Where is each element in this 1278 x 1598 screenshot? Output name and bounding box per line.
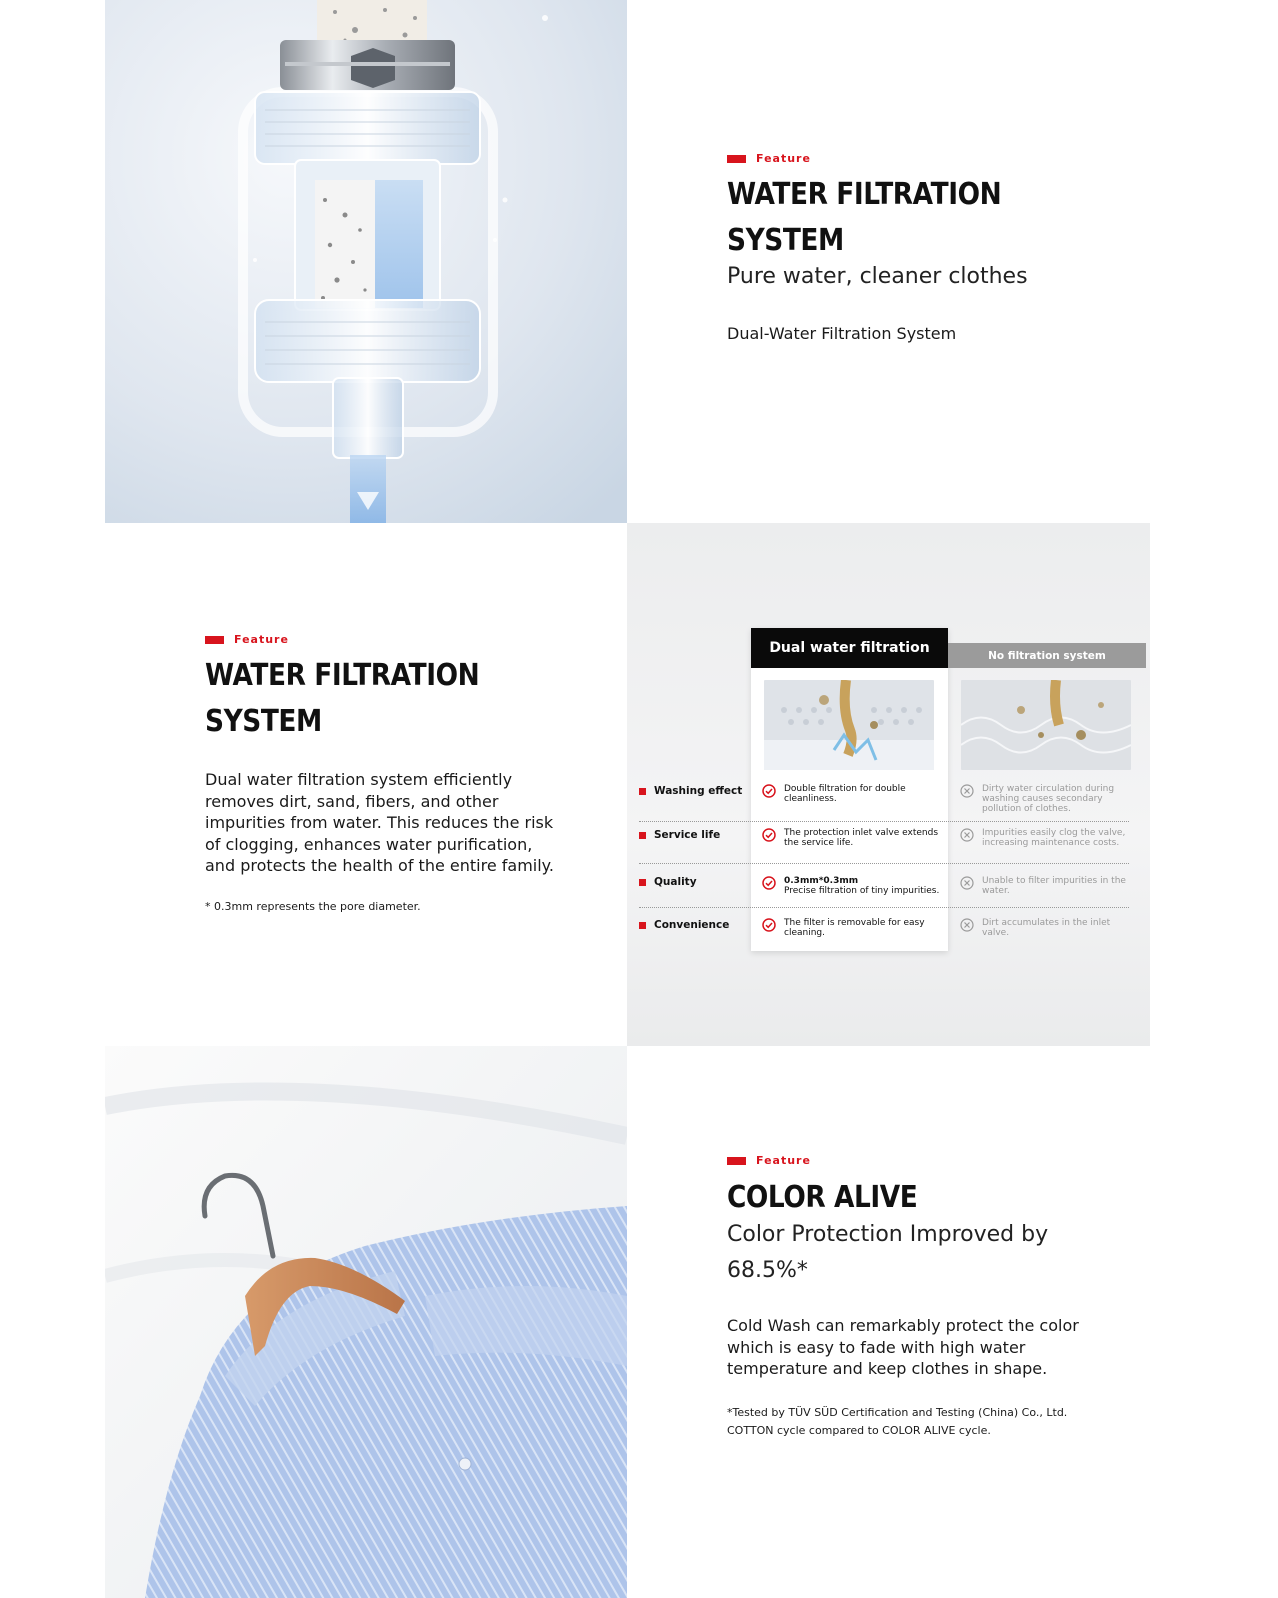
cell-text: increasing maintenance costs. bbox=[982, 838, 1120, 848]
feature-label: Feature bbox=[234, 633, 289, 646]
row-label-text: Quality bbox=[654, 876, 697, 888]
dual-cell-service-life bbox=[762, 828, 942, 848]
row-label-washing-effect bbox=[639, 785, 742, 797]
row-label-quality bbox=[639, 876, 697, 888]
body-line: and protects the health of the entire family. bbox=[205, 856, 554, 875]
section-subtitle: Pure water, cleaner clothes bbox=[727, 264, 1028, 289]
none-cell-washing-effect bbox=[960, 784, 1140, 814]
feature-tag bbox=[727, 1154, 811, 1167]
cell-text: Dirt accumulates in the inlet valve. bbox=[982, 918, 1111, 938]
section-subtitle bbox=[727, 1217, 1048, 1289]
cell-text: The filter is removable for easy bbox=[784, 918, 925, 928]
cross-circle-icon bbox=[960, 876, 974, 890]
shirt-illustration bbox=[105, 1046, 627, 1598]
row-marker bbox=[639, 879, 646, 886]
shirt-on-hanger-image bbox=[105, 1046, 627, 1598]
row-marker bbox=[639, 832, 646, 839]
check-circle-icon bbox=[762, 918, 776, 932]
title-line-2: SYSTEM bbox=[205, 704, 322, 739]
cell-text: Unable to filter impurities in the bbox=[982, 876, 1126, 886]
section-body bbox=[727, 1315, 1087, 1380]
cell-text: Impurities easily clog the valve, bbox=[982, 828, 1126, 838]
section-body: Dual-Water Filtration System bbox=[727, 324, 957, 343]
dual-filtration-image bbox=[764, 680, 934, 770]
no-filtration-header: No filtration system bbox=[948, 643, 1146, 668]
cell-text: water. bbox=[982, 886, 1010, 896]
row-divider bbox=[639, 821, 1129, 822]
footnote-line: COTTON cycle compared to COLOR ALIVE cycle. bbox=[727, 1424, 991, 1437]
feature-tag bbox=[727, 152, 811, 165]
check-circle-icon bbox=[762, 828, 776, 842]
row-label-text: Washing effect bbox=[654, 785, 743, 797]
cell-text: cleaning. bbox=[784, 928, 825, 938]
feature-tag bbox=[205, 633, 289, 646]
title-line-2: SYSTEM bbox=[727, 223, 844, 258]
row-divider bbox=[639, 863, 1129, 864]
feature-marker bbox=[727, 1157, 746, 1165]
none-cell-convenience bbox=[960, 918, 1140, 938]
footnote bbox=[727, 1404, 1087, 1440]
subtitle-line: Color Protection Improved by bbox=[727, 1222, 1049, 1247]
check-circle-icon bbox=[762, 784, 776, 798]
water-filter-image bbox=[105, 0, 627, 523]
cell-text: pollution of clothes. bbox=[982, 804, 1071, 814]
row-divider bbox=[639, 907, 1129, 908]
cell-text: Precise filtration of tiny impurities. bbox=[784, 886, 940, 896]
cell-text: washing causes secondary bbox=[982, 794, 1103, 804]
check-circle-icon bbox=[762, 876, 776, 890]
row-marker bbox=[639, 922, 646, 929]
body-line: temperature and keep clothes in shape. bbox=[727, 1359, 1048, 1378]
footnote-line: *Tested by TÜV SÜD Certification and Testing (China) Co., Ltd. bbox=[727, 1406, 1068, 1419]
row-label-text: Convenience bbox=[654, 919, 730, 931]
subtitle-line: 68.5%* bbox=[727, 1258, 808, 1283]
body-line: of clogging, enhances water purification, bbox=[205, 834, 533, 854]
dual-cell-convenience bbox=[762, 918, 942, 938]
cross-circle-icon bbox=[960, 918, 974, 932]
body-line: which is easy to fade with high water bbox=[727, 1337, 1026, 1357]
no-filtration-image bbox=[961, 680, 1131, 770]
comparison-panel bbox=[627, 523, 1150, 1046]
section-title bbox=[205, 653, 479, 745]
body-line: removes dirt, sand, fibers, and other bbox=[205, 791, 499, 811]
water-filter-illustration bbox=[105, 0, 627, 523]
feature-marker bbox=[727, 155, 746, 163]
cell-text: cleanliness. bbox=[784, 794, 837, 804]
row-label-service-life bbox=[639, 829, 720, 841]
feature-label: Feature bbox=[756, 1154, 811, 1167]
dual-cell-quality bbox=[762, 876, 942, 896]
section-body bbox=[205, 769, 585, 877]
cross-circle-icon bbox=[960, 828, 974, 842]
title-line-1: WATER FILTRATION bbox=[727, 177, 1002, 212]
body-line: impurities from water. This reduces the risk bbox=[205, 813, 554, 832]
body-line: Cold Wash can remarkably protect the color bbox=[727, 1316, 1079, 1335]
section-title bbox=[727, 172, 1001, 264]
feature-label: Feature bbox=[756, 152, 811, 165]
feature-marker bbox=[205, 636, 224, 644]
cell-text: Double filtration for double bbox=[784, 784, 906, 794]
row-marker bbox=[639, 788, 646, 795]
cell-text: 0.3mm*0.3mm bbox=[784, 876, 859, 886]
footnote: * 0.3mm represents the pore diameter. bbox=[205, 900, 421, 913]
dual-filtration-header: Dual water filtration bbox=[751, 628, 948, 668]
cell-text: Dirty water circulation during bbox=[982, 784, 1115, 794]
section-title: COLOR ALIVE bbox=[727, 1180, 918, 1215]
row-label-convenience bbox=[639, 919, 729, 931]
none-cell-quality bbox=[960, 876, 1140, 896]
title-line-1: WATER FILTRATION bbox=[205, 658, 480, 693]
cell-text: The protection inlet valve extends bbox=[784, 828, 939, 838]
cell-text: the service life. bbox=[784, 838, 854, 848]
cross-circle-icon bbox=[960, 784, 974, 798]
body-line: Dual water filtration system efficiently bbox=[205, 770, 513, 789]
dual-cell-washing-effect bbox=[762, 784, 942, 804]
none-cell-service-life bbox=[960, 828, 1140, 848]
row-label-text: Service life bbox=[654, 829, 721, 841]
